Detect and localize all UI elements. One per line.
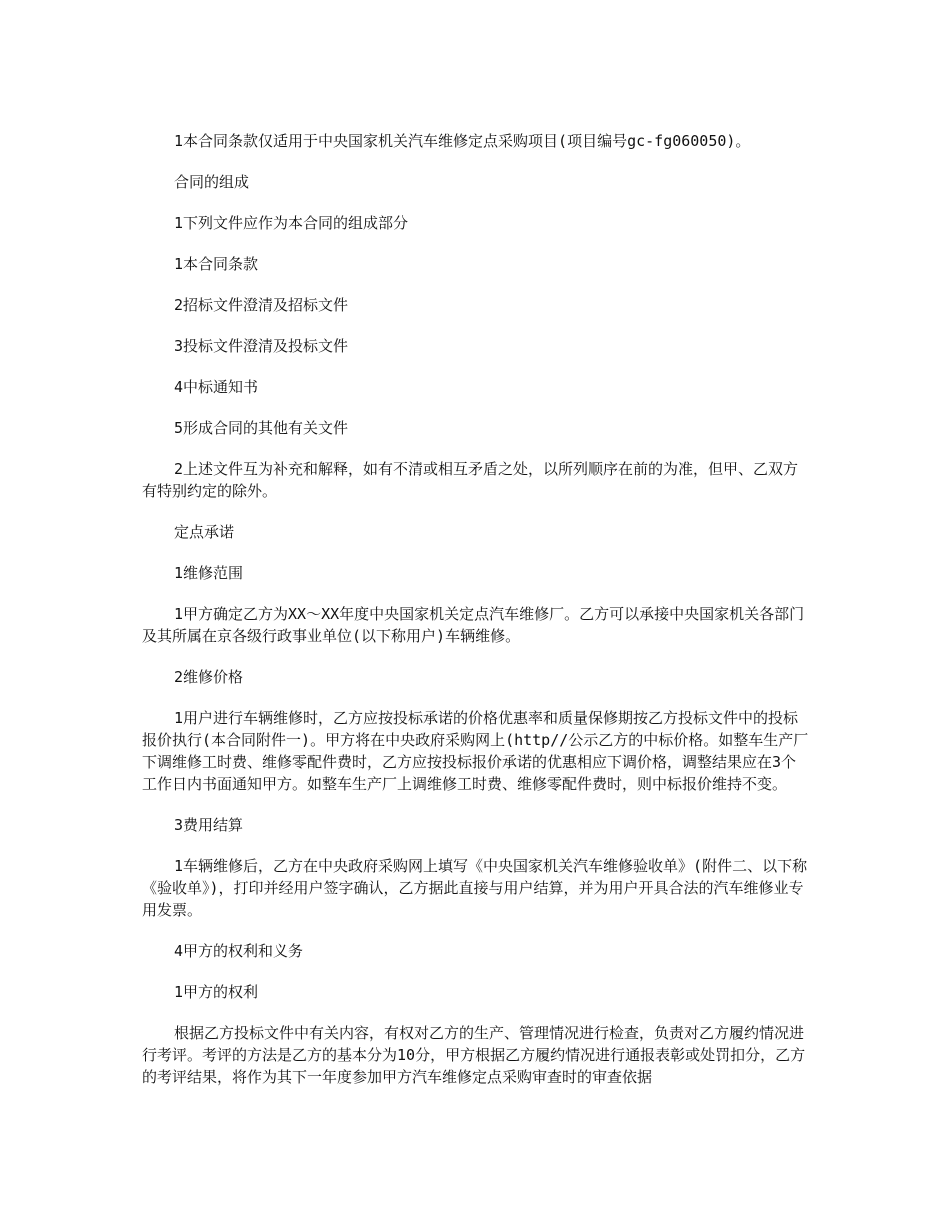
heading-party-a-rights: 1甲方的权利 [174,983,259,1001]
paragraph-repair-price: 1用户进行车辆维修时，乙方应按投标承诺的价格优惠率和质量保修期按乙方投标文件中的投标报价执行(本合同附件一)。甲方将在中央政府采购网上(http//公示乙方的中标价格。如整车生产厂下调维修工时费、维修零配件费时，乙方应按投标报价承诺的优惠相应下调价格，调整结果应在3个工作日内书面通知甲方。如整车生产厂上调维修工时费、维修零配件费时，则中标报价维持不变。 [142,709,809,793]
list-item-award-notice: 4中标通知书 [174,378,259,396]
heading-repair-scope: 1维修范围 [174,564,244,582]
heading-party-a-rights-obligations: 4甲方的权利和义务 [174,942,304,960]
list-item-bid-documents: 3投标文件澄清及投标文件 [174,337,349,355]
paragraph-fee-settlement: 1车辆维修后，乙方在中央政府采购网上填写《中央国家机关汽车维修验收单》(附件二、以下称《验收单》)，打印并经用户签字确认，乙方据此直接与用户结算，并为用户开具合法的汽车维修业专用发票。 [142,857,808,919]
document-body [142,130,810,1107]
heading-repair-price: 2维修价格 [174,668,244,686]
list-item-contract-terms: 1本合同条款 [174,255,259,273]
paragraph-repair-scope: 1甲方确定乙方为XX～XX年度中央国家机关定点汽车维修厂。乙方可以承接中央国家机关各部门及其所属在京各级行政事业单位(以下称用户)车辆维修。 [142,605,805,645]
paragraph-scope: 1本合同条款仅适用于中央国家机关汽车维修定点采购项目(项目编号gc-fg060050)。 [174,132,751,150]
list-item-other-documents: 5形成合同的其他有关文件 [174,419,349,437]
heading-designated-commitment: 定点承诺 [174,523,235,541]
paragraph-components-intro: 1下列文件应作为本合同的组成部分 [174,214,409,232]
paragraph-document-precedence: 2上述文件互为补充和解释，如有不清或相互矛盾之处，以所列顺序在前的为准，但甲、乙双方有特别约定的除外。 [142,460,799,500]
paragraph-party-a-rights: 根据乙方投标文件中有关内容，有权对乙方的生产、管理情况进行检查，负责对乙方履约情况进行考评。考评的方法是乙方的基本分为10分，甲方根据乙方履约情况进行通报表彰或处罚扣分，乙方的考评结果，将作为其下一年度参加甲方汽车维修定点采购审查时的审查依据 [142,1024,806,1086]
heading-contract-composition: 合同的组成 [174,173,250,191]
heading-fee-settlement: 3费用结算 [174,816,244,834]
list-item-tender-documents: 2招标文件澄清及招标文件 [174,296,349,314]
